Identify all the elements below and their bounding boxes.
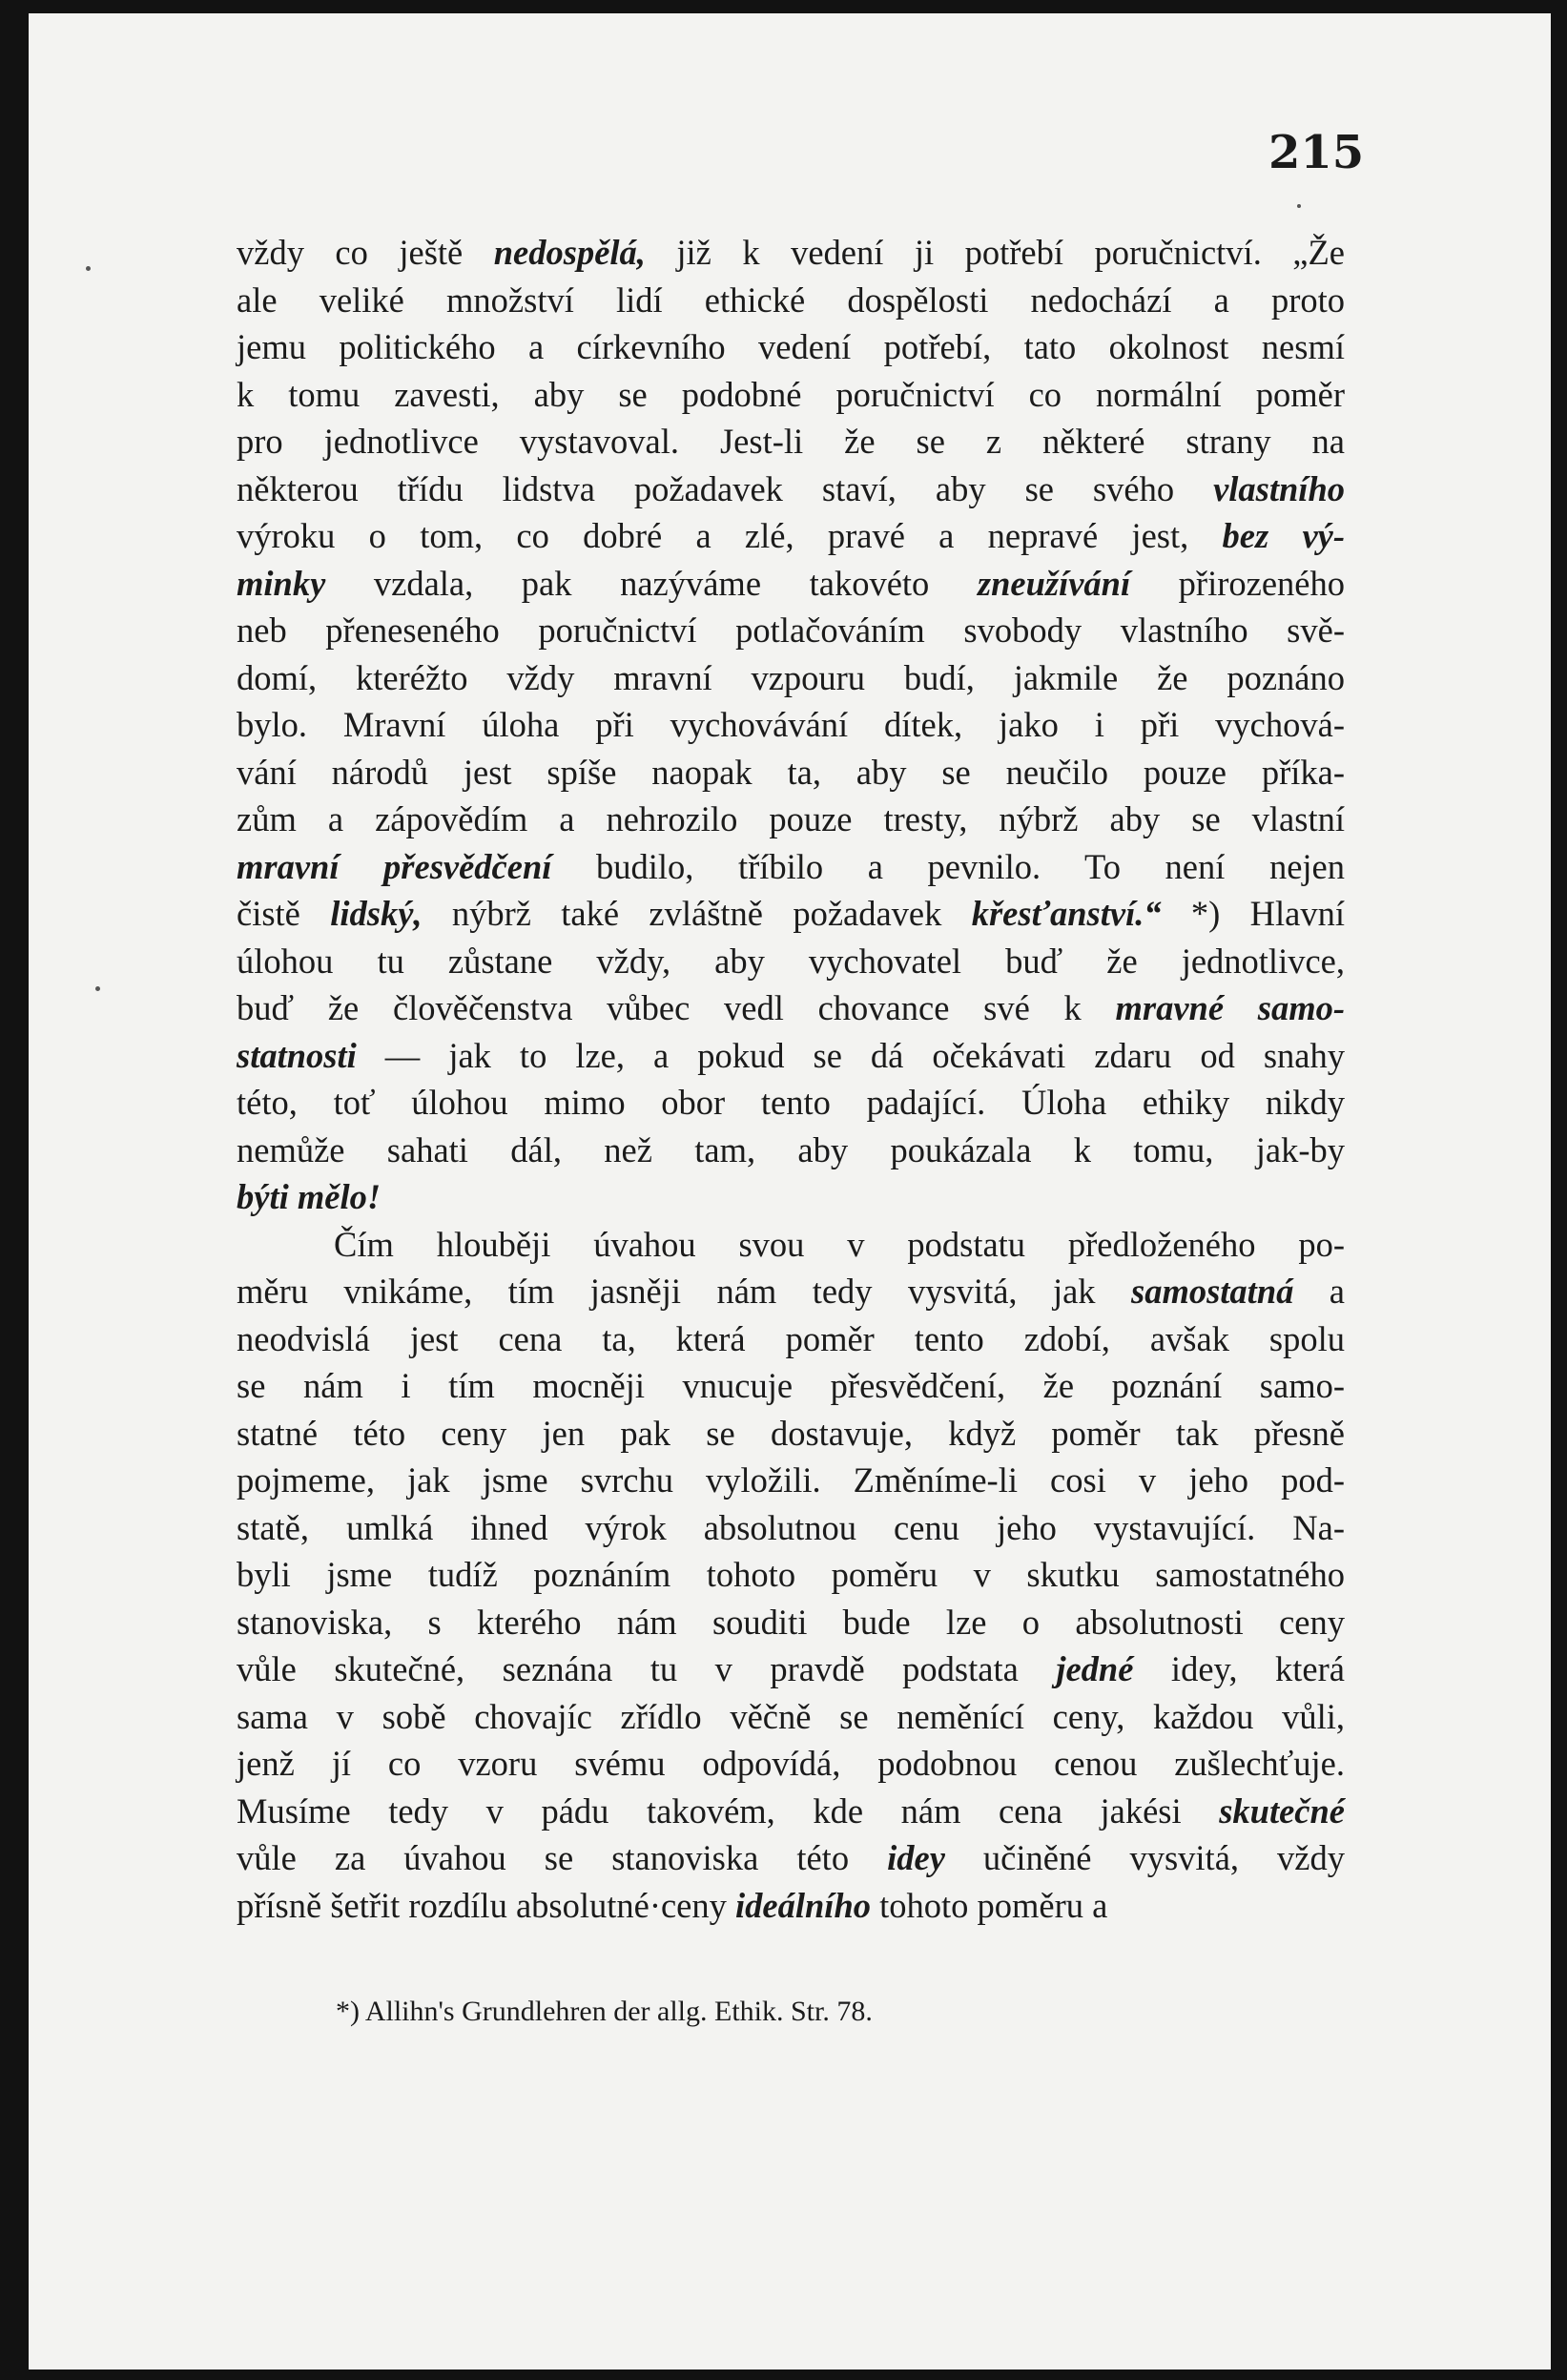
text-line (237, 323, 1345, 371)
text-run: statě, umlká ihned výrok absolutnou cenu jeho vystavující. Na- (237, 1507, 1345, 1547)
text-line (237, 938, 1345, 985)
text-line (237, 749, 1345, 797)
text-line (237, 1268, 1345, 1315)
footnote: *) Allihn's Grundlehren der allg. Ethik. Str. 78. (336, 1996, 873, 2027)
text-line (237, 796, 1345, 843)
text-run: domí, kteréžto vždy mravní vzpouru budí, jakmile že poznáno (237, 657, 1345, 697)
text-line (237, 1834, 1345, 1882)
text-line (237, 229, 1345, 277)
italic-run: křesťanství.“ (971, 894, 1162, 933)
text-line (237, 1599, 1345, 1646)
text-run: jenž jí co vzoru svému odpovídá, podobnou cenou zušlechťuje. (237, 1744, 1345, 1783)
text-run: neb přeneseného poručnictví potlačováním svobody vlastního svě- (237, 611, 1345, 650)
text-line (237, 1079, 1345, 1127)
italic-run: mravné samo- (1115, 988, 1346, 1027)
text-run: měru vnikáme, tím jasněji nám tedy vysvitá, jak (237, 1272, 1131, 1311)
text-run: této, toť úlohou mimo obor tento padající. Úloha ethiky nikdy (237, 1083, 1345, 1122)
text-run: vání národů jest spíše naopak ta, aby se neučilo pouze příka- (237, 752, 1345, 792)
text-line (237, 890, 1345, 938)
text-run: výroku o tom, co dobré a zlé, pravé a nepravé jest, (237, 516, 1223, 555)
text-line (237, 277, 1345, 324)
text-run: budilo, tříbilo a pevnilo. To není nejen (551, 846, 1345, 886)
text-run: úlohou tu zůstane vždy, aby vychovatel buď že jednotlivce, (237, 941, 1345, 981)
text-run: přirozeného (1130, 563, 1345, 603)
text-run: vzdala, pak nazýváme takovéto (325, 563, 978, 603)
italic-run: býti mělo! (237, 1177, 381, 1216)
text-run: Čím hlouběji úvahou svou v podstatu předloženého po- (334, 1224, 1345, 1264)
text-run: vůle za úvahou se stanoviska této (237, 1838, 888, 1877)
text-run: čistě (237, 894, 331, 933)
text-run: — jak to lze, a pokud se dá očekávati zdaru od snahy (356, 1035, 1345, 1075)
italic-run: idey (887, 1838, 945, 1877)
text-run: buď že člověčenstva vůbec vedl chovance své k (237, 988, 1116, 1027)
text-run: již k vedení ji potřebí poručnictví. „Že (645, 233, 1345, 272)
text-run: některou třídu lidstva požadavek staví, aby se svého (237, 468, 1214, 508)
text-run: zům a zápovědím a nehrozilo pouze tresty, nýbrž aby se vlastní (237, 799, 1345, 838)
text-run: ale veliké množství lidí ethické dospělosti nedochází a proto (237, 279, 1345, 320)
italic-run: jedné (1056, 1649, 1134, 1688)
text-line (237, 984, 1345, 1032)
italic-run: bez vý- (1222, 516, 1345, 555)
text-run: bylo. Mravní úloha při vychovávání dítek, jako i při vychová- (237, 705, 1345, 744)
text-line (237, 1693, 1345, 1741)
text-run: statné této ceny jen pak se dostavuje, když poměr tak přesně (237, 1413, 1345, 1453)
text-line (237, 560, 1345, 608)
text-line (237, 1362, 1345, 1410)
text-line (237, 607, 1345, 654)
ink-speck (86, 266, 91, 271)
text-run: nýbrž také zvláštně požadavek (422, 894, 972, 933)
italic-run: nedospělá, (493, 233, 646, 272)
italic-run: lidský, (330, 894, 423, 933)
text-line (237, 1882, 1345, 1930)
text-run: přísně šetřit rozdílu absolutné·ceny (237, 1885, 736, 1925)
text-line (237, 654, 1345, 702)
text-line (237, 1645, 1345, 1693)
text-line (237, 1457, 1345, 1504)
text-run: se nám i tím mocněji vnucuje přesvědčení, že poznání samo- (237, 1366, 1345, 1405)
italic-run: ideálního (735, 1885, 871, 1925)
text-run: *) Hlavní (1161, 894, 1345, 933)
text-line (237, 1551, 1345, 1599)
text-run: nemůže sahati dál, než tam, aby poukázala k tomu, jak-by (237, 1129, 1345, 1169)
text-run: neodvislá jest cena ta, která poměr tento zdobí, avšak spolu (237, 1318, 1345, 1358)
text-run: sama v sobě chovajíc zřídlo věčně se neměnící ceny, každou vůli, (237, 1696, 1345, 1736)
text-run: tohoto poměru a (871, 1885, 1108, 1925)
text-line (237, 418, 1345, 466)
body-text (237, 229, 1345, 1929)
text-line (237, 701, 1345, 749)
italic-run: mravní přesvědčení (237, 846, 552, 886)
text-run: pojmeme, jak jsme svrchu vyložili. Změníme-li cosi v jeho pod- (237, 1460, 1345, 1500)
text-line (237, 371, 1345, 419)
text-run: jemu politického a církevního vedení potřebí, tato okolnost nesmí (237, 327, 1345, 366)
book-page (29, 13, 1551, 2370)
italic-run: vlastního (1213, 468, 1345, 508)
text-run: učiněné vysvitá, vždy (944, 1838, 1345, 1877)
text-run: byli jsme tudíž poznáním tohoto poměru v skutku samostatného (237, 1555, 1345, 1594)
ink-speck (95, 986, 100, 991)
text-line (237, 1173, 1345, 1221)
italic-run: statnosti (237, 1035, 357, 1075)
text-line (237, 1032, 1345, 1080)
text-run: pro jednotlivce vystavoval. Jest-li že se z některé strany na (237, 422, 1345, 461)
text-run: idey, která (1133, 1649, 1345, 1688)
text-line (237, 1788, 1345, 1835)
italic-run: minky (237, 563, 326, 603)
text-line (237, 1315, 1345, 1363)
italic-run: samostatná (1130, 1272, 1294, 1311)
italic-run: skutečné (1219, 1790, 1345, 1831)
text-line (237, 466, 1345, 513)
text-run: vůle skutečné, seznána tu v pravdě podstata (237, 1649, 1057, 1688)
text-run: vždy co ještě (237, 233, 494, 272)
text-run: a (1293, 1272, 1345, 1311)
text-run: k tomu zavesti, aby se podobné poručnictví co normální poměr (237, 374, 1345, 414)
page-number: 215 (1268, 126, 1365, 179)
text-line (237, 1410, 1345, 1458)
text-line (237, 1221, 1345, 1269)
text-line (237, 1127, 1345, 1174)
text-line (237, 1740, 1345, 1788)
text-line (237, 843, 1345, 891)
ink-speck (1297, 204, 1301, 208)
italic-run: zneužívání (977, 563, 1131, 603)
text-run: Musíme tedy v pádu takovém, kde nám cena jakési (237, 1790, 1220, 1831)
text-line (237, 1504, 1345, 1552)
text-line (237, 512, 1345, 560)
text-run: stanoviska, s kterého nám souditi bude lze o absolutnosti ceny (237, 1602, 1345, 1642)
